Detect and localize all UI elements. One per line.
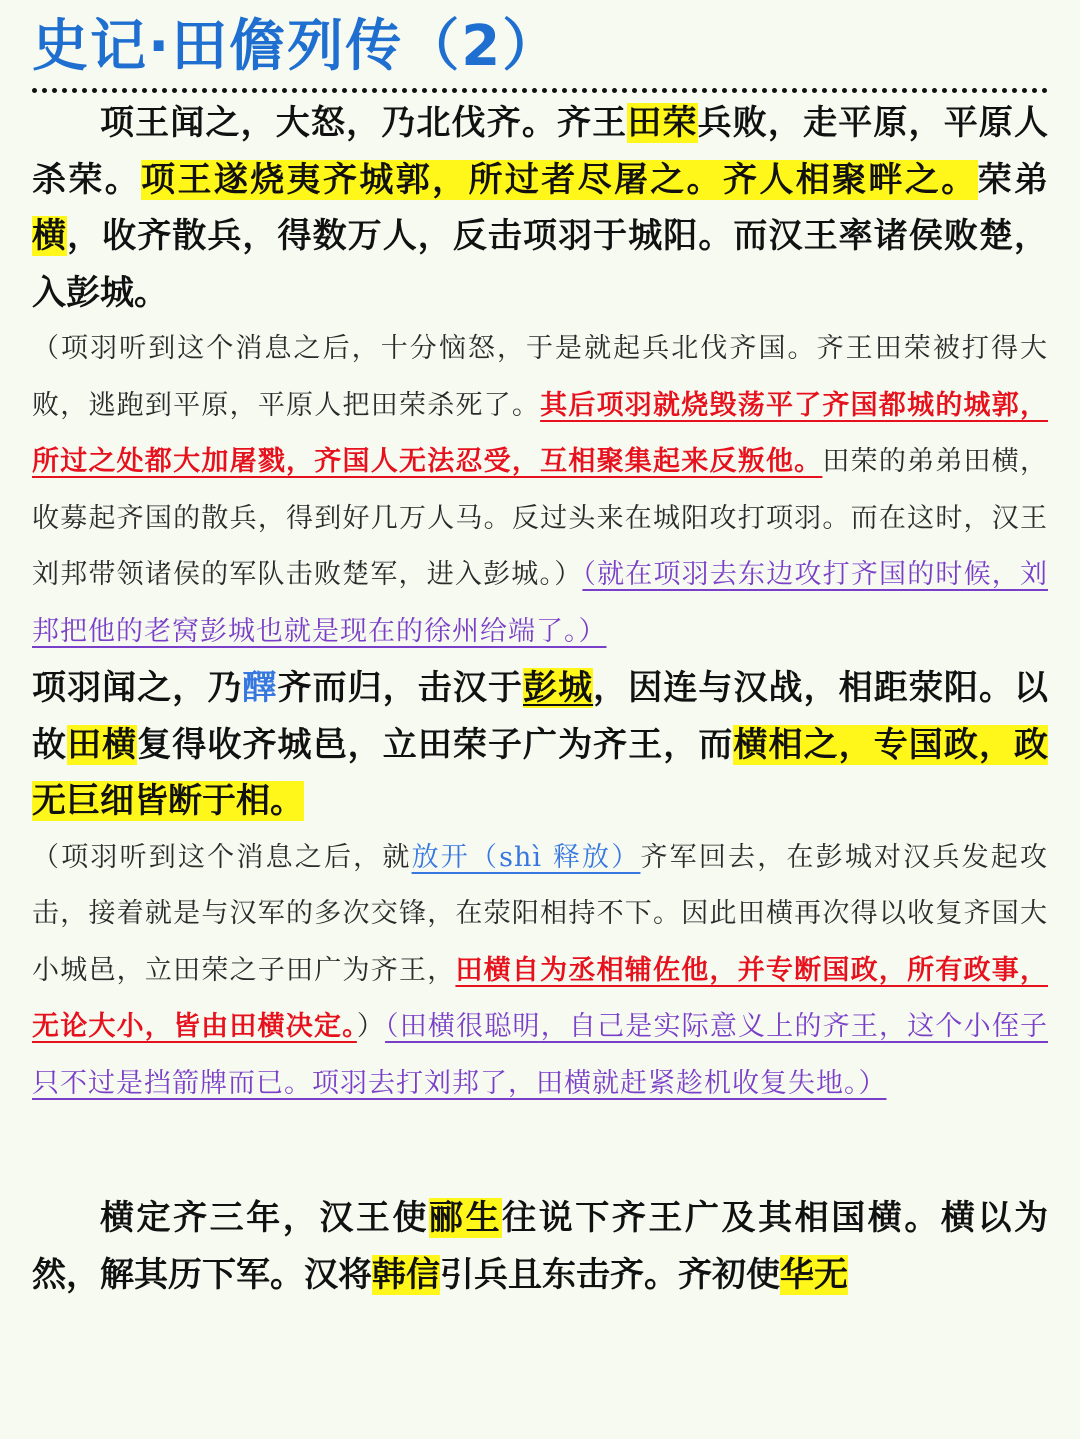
red-underlined-key-translation: 田横自为丞相辅佐他，并专断国政，所有政事，无论大小，皆由田横决定。 [32,954,1049,1042]
original-paragraph-1 [32,95,1048,321]
text-segment: 齐而归，击汉于 [277,668,524,708]
text-segment: 横定齐三年，汉王使 [100,1198,430,1238]
translation-paragraph-2 [32,830,1048,1113]
highlight-sentence: 项王遂烧夷齐城郭，所过者尽屠之。齐人相聚畔之。 [141,159,978,200]
translation-text: （项羽听到这个消息之后，就 [32,841,412,873]
translation-text: 田荣的弟弟田横，收募起齐国的散兵，得到好几万人马。反过头来在城阳攻打项羽。而在这时，汉王刘邦带领诸侯的军队击败楚军，进入彭城。） [32,446,1049,590]
highlight-name: 郦生 [429,1198,503,1238]
text-segment: ，收齐散兵，得数万人，反击项羽于城阳。而汉王率诸侯败楚，入彭城。 [32,216,1049,313]
translation-text: 齐军回去，在彭城对汉兵发起攻击，接着就是与汉军的多次交锋，在荥阳相持不下。因此田横再次得以收复齐国大小城邑，立田荣之子田广为齐王， [32,841,1049,986]
highlight-name: 田横 [67,724,138,765]
translation-text: （项羽听到这个消息之后，十分恼怒，于是就起兵北伐齐国。齐王田荣被打得大败，逃跑到平原，平原人把田荣杀死了。 [32,333,1048,421]
text-segment: 复得收齐城邑，立田荣子广为齐王，而 [137,724,734,765]
text-segment: 兵败，走平原，平原人杀荣。 [32,103,1049,200]
text-segment: 项羽闻之，乃 [32,668,243,708]
purple-underlined-note: （就在项羽去东边攻打齐国的时候，刘邦把他的老窝彭城也就是现在的徐州给端了。） [32,559,1049,647]
blue-key-character: 醳 [242,668,278,708]
highlight-name: 横 [32,216,68,256]
blue-underlined-gloss: 放开（shì 释放） [411,841,641,873]
highlight-name: 韩信 [372,1254,440,1295]
purple-underlined-note: （田横很聪明，自己是实际意义上的齐王，这个小侄子只不过是挡箭牌而已。项羽去打刘邦了，田横就赶紧趁机收复失地。） [32,1011,1049,1099]
highlight-name: 田荣 [627,103,698,143]
highlight-place-name: 彭城 [523,668,594,708]
highlight-sentence: 横相之，专国政，政无巨细皆断于相。 [32,724,1049,821]
paragraph-spacer [32,1112,1048,1190]
original-paragraph-2 [32,660,1048,830]
text-segment: ，因连与汉战，相距荥阳。以故 [32,668,1049,765]
text-segment: 项王闻之，大怒，乃北伐齐。齐王 [100,103,628,143]
text-segment: 荣弟 [977,159,1049,200]
red-underlined-key-translation: 其后项羽就烧毁荡平了齐国都城的城郭，所过之处都大加屠戮，齐国人无法忍受，互相聚集起来反叛他。 [32,389,1049,477]
original-paragraph-3 [32,1190,1048,1303]
text-segment: 引兵且东击齐。齐初使 [440,1254,780,1295]
text-segment: 往说下齐王广及其相国横。横以为然，解其历下军。汉将 [32,1198,1049,1295]
dotted-divider [32,88,1048,93]
page-title: 史记·田儋列传（2） [32,14,561,79]
translation-text: ） [356,1011,386,1042]
highlight-name: 华无 [780,1254,848,1295]
translation-paragraph-1 [32,321,1048,660]
